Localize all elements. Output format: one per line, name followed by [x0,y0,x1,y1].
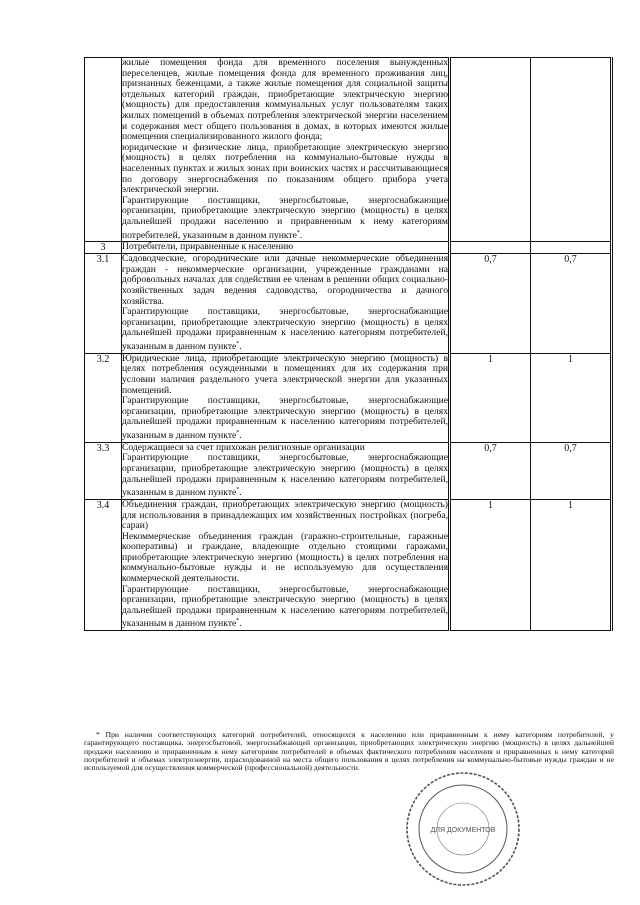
row-number: 3.3 [85,442,122,499]
paragraph: Гарантирующие поставщики, энергосбытовые, энергоснабжающие организации, приобретающие электрическую энергию (мощность) в целях дальнейшей продажи населению и приравненным к нему категориям потребителей, указанным в данном пункте*. [122,194,448,241]
row-description [122,353,450,442]
row-description [122,58,450,242]
value-cell [531,242,612,254]
value-cell: 1 [450,353,531,442]
row-description [122,442,450,499]
paragraph: Гарантирующие поставщики, энергосбытовые, энергоснабжающие организации, приобретающие электрическую энергию (мощность) в целях дальнейшей продажи приравненным к населению категориям потребителей, указанным в данном пункте*. [122,452,448,499]
table-row [85,499,612,630]
value-cell: 1 [450,499,531,630]
value-cell [450,242,531,254]
table-row [85,442,612,499]
paragraph: Садоводческие, огороднические или дачные некоммерческие объединения граждан - некоммерческие организации, учрежденные гражданами на добровольных началах для содействия ее членам в решении общих социально-хозяйственных задач ведения садоводства, огородничества и дачного хозяйства. [122,253,448,307]
value-cell: 0,7 [450,254,531,354]
value-cell [450,58,531,242]
table-row [85,254,612,354]
value-cell: 1 [531,353,612,442]
table-row [85,58,612,242]
value-cell: 0,7 [531,442,612,499]
value-cell: 0,7 [531,254,612,354]
paragraph: Некоммерческие объединения граждан (гаражно-строительные, гаражные кооперативы) и граждане, владеющие отдельно стоящими гаражами, приобретающие электрическую энергию (мощность) в целях потребления на коммунально-бытовые нужды и не используемую для осуществления коммерческой деятельности. [122,530,448,585]
paragraph: Юридические лица, приобретающие электрическую энергию (мощность) в целях потребления осужденными в помещениях для их содержания при условии наличия раздельного учета электрической энергии для указанных помещений. [122,352,448,396]
value-cell: 0,7 [450,442,531,499]
paragraph: Гарантирующие поставщики, энергосбытовые, энергоснабжающие организации, приобретающие электрическую энергию (мощность) в целях дальнейшей продажи приравненным к населению категориям потребителей, указанным в данном пункте*. [122,306,448,353]
value-cell [531,58,612,242]
row-number: 3.4 [85,499,122,630]
paragraph: жилые помещения фонда для временного поселения вынужденных переселенцев, жилые помещения фонда для временного проживания лиц, признанных беженцами, а также жилые помещения для социальной защиты отдельных категорий граждан, приобретающие электрическую энергию (мощность) для предоставления коммунальных услуг пользователям таких жилых помещений в объемах потребления электрической энергии населением и содержания мест общего пользования в домах, в которых имеются жилые помещения специализированного жилого фонда; [122,57,448,143]
stamp-text: ДЛЯ ДОКУМЕНТОВ [430,827,496,834]
row-number: 3.1 [85,254,122,354]
tariff-table [84,57,613,631]
paragraph: Объединения граждан, приобретающих электрическую энергию (мощность) для использования в принадлежащих им хозяйственных постройках (погреба, сараи) [122,498,448,532]
paragraph: Гарантирующие поставщики, энергосбытовые, энергоснабжающие организации, приобретающие электрическую энергию (мощность) в целях дальнейшей продажи приравненным к населению категориям потребителей, указанным в данном пункте*. [122,395,448,442]
paragraph: Содержащиеся за счет прихожан религиозные организации [122,441,365,453]
footnote [84,731,614,772]
section-row [85,242,612,254]
footnote-text: * При наличии соответствующих категорий потребителей, относящихся к населению или приравненным к нему категориям потребителей, у гарантирующего поставщика, энергосбытовой, энергоснабжающей организации, приобретающих электрическую энергию (мощность) в целях дальнейшей продажи населению и приравненным к нему категориям потребителей в объемах фактического потребления населения и приравненных к нему категорий потребителей и объемах электроэнергии, израсходованной на места общего пользования в целях потребления на коммунально-бытовые нужды граждан и не используемой для осуществления коммерческой (профессиональной) деятельности. [84,730,614,773]
section-title: Потребители, приравненные к населению [122,242,450,254]
row-description [122,499,450,630]
paragraph: юридические и физические лица, приобретающие электрическую энергию (мощность) в целях потребления на коммунально-бытовые нужды в населенных пунктах и жилых зонах при воинских частях и рассчитывающиеся по договору энергоснабжения по показаниям общего прибора учета электрической энергии. [122,141,448,196]
round-seal-stamp [404,770,522,888]
row-description [122,254,450,354]
table-row [85,353,612,442]
paragraph: Гарантирующие поставщики, энергосбытовые, энергоснабжающие организации, приобретающие электрическую энергию (мощность) в целях дальнейшей продажи приравненным к населению категориям потребителей, указанным в данном пункте*. [122,583,448,630]
row-number: 3.2 [85,353,122,442]
row-number [85,58,122,242]
value-cell: 1 [531,499,612,630]
section-number: 3 [85,242,122,254]
